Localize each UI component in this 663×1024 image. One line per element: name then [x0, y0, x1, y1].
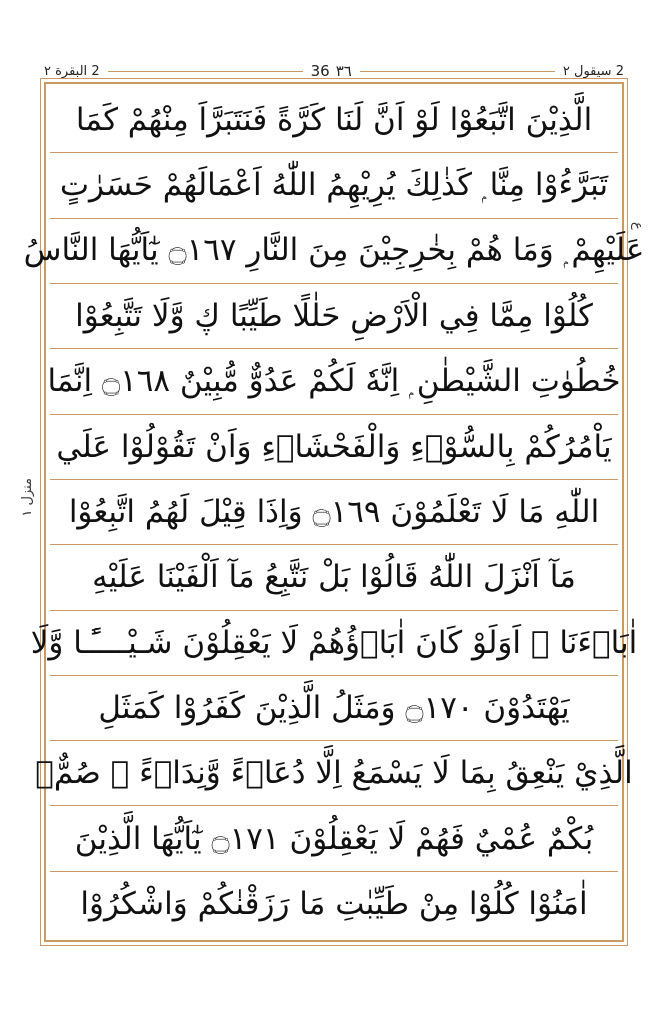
page-number-arabic: ٣٦ — [335, 62, 352, 80]
text-line-5: خُطُوٰتِ الشَّيْطٰنِ ۭ اِنَّهٗ لَكُمْ عَدُوٌّ مُّبِيْنٌ ۝١٦٨ اِنَّمَا — [50, 349, 618, 414]
ruku-marker: ع — [630, 222, 645, 230]
text-line-4: كُلُوْا مِمَّا فِي الْاَرْضِ حَلٰلًا طَيِّبًا ڮ وَّلَا تَتَّبِعُوْا — [50, 284, 618, 349]
text-line-13: اٰمَنُوْا كُلُوْا مِنْ طَيِّبٰتِ مَا رَزَقْنٰكُمْ وَاشْكُرُوْا — [80, 885, 588, 922]
juz-label: 2 سيقول ٢ — [562, 63, 624, 79]
text-line-7: اللّٰهِ مَا لَا تَعْلَمُوْنَ ۝١٦٩ وَاِذَا قِيْلَ لَهُمُ اتَّبِعُوْا — [50, 480, 618, 545]
header-rule-left — [108, 71, 303, 72]
text-line-6: يَاْمُرُكُمْ بِالسُّوْۗءِ وَالْفَحْشَاۗءِ وَاَنْ تَقُوْلُوْا عَلَي — [50, 415, 618, 480]
text-line-3: عَلَيْهِمْ ۭ وَمَا هُمْ بِخٰرِجِيْنَ مِنَ النَّارِ ۝١٦٧ يٰٓاَيُّهَا النَّاسُ — [50, 219, 618, 284]
text-line-8: مَآ اَنْزَلَ اللّٰهُ قَالُوْا بَلْ نَتَّبِعُ مَآ اَلْفَيْنَا عَلَيْهِ — [50, 545, 618, 610]
text-line-10: يَهْتَدُوْنَ ۝١٧٠ وَمَثَلُ الَّذِيْنَ كَفَرُوْا كَمَثَلِ — [50, 676, 618, 741]
page-number-latin: 36 — [310, 62, 330, 80]
page-header — [44, 60, 624, 82]
text-line-9: اٰبَاۗءَنَا ۭ اَوَلَوْ كَانَ اٰبَاۗؤُھُمْ لَا يَعْقِلُوْنَ شَـيْــــًٔـا وَّلَا — [50, 611, 618, 676]
text-line-1: الَّذِيْنَ اتَّبَعُوْا لَوْ اَنَّ لَنَا كَرَّةً فَنَتَبَرَّاَ مِنْهُمْ كَمَا — [50, 88, 618, 153]
manzil-marker: منزل ١ — [20, 478, 35, 517]
surah-label: 2 البقرة ٢ — [44, 63, 100, 79]
header-rule-right — [360, 71, 555, 72]
page-number — [311, 62, 352, 80]
text-line-12: بُكْمٌ عُمْيٌ فَهُمْ لَا يَعْقِلُوْنَ ۝١٧١ يٰٓاَيُّهَا الَّذِيْنَ — [50, 806, 618, 871]
text-line-2: تَبَرَّءُوْا مِنَّا ۭ كَذٰلِكَ يُرِيْهِمُ اللّٰهُ اَعْمَالَهُمْ حَسَرٰتٍ — [50, 153, 618, 218]
text-line-11: الَّذِيْ يَنْعِقُ بِمَا لَا يَسْمَعُ اِلَّا دُعَاۗءً وَّنِدَاۗءً ۭ صُمٌّۢ — [50, 741, 618, 806]
